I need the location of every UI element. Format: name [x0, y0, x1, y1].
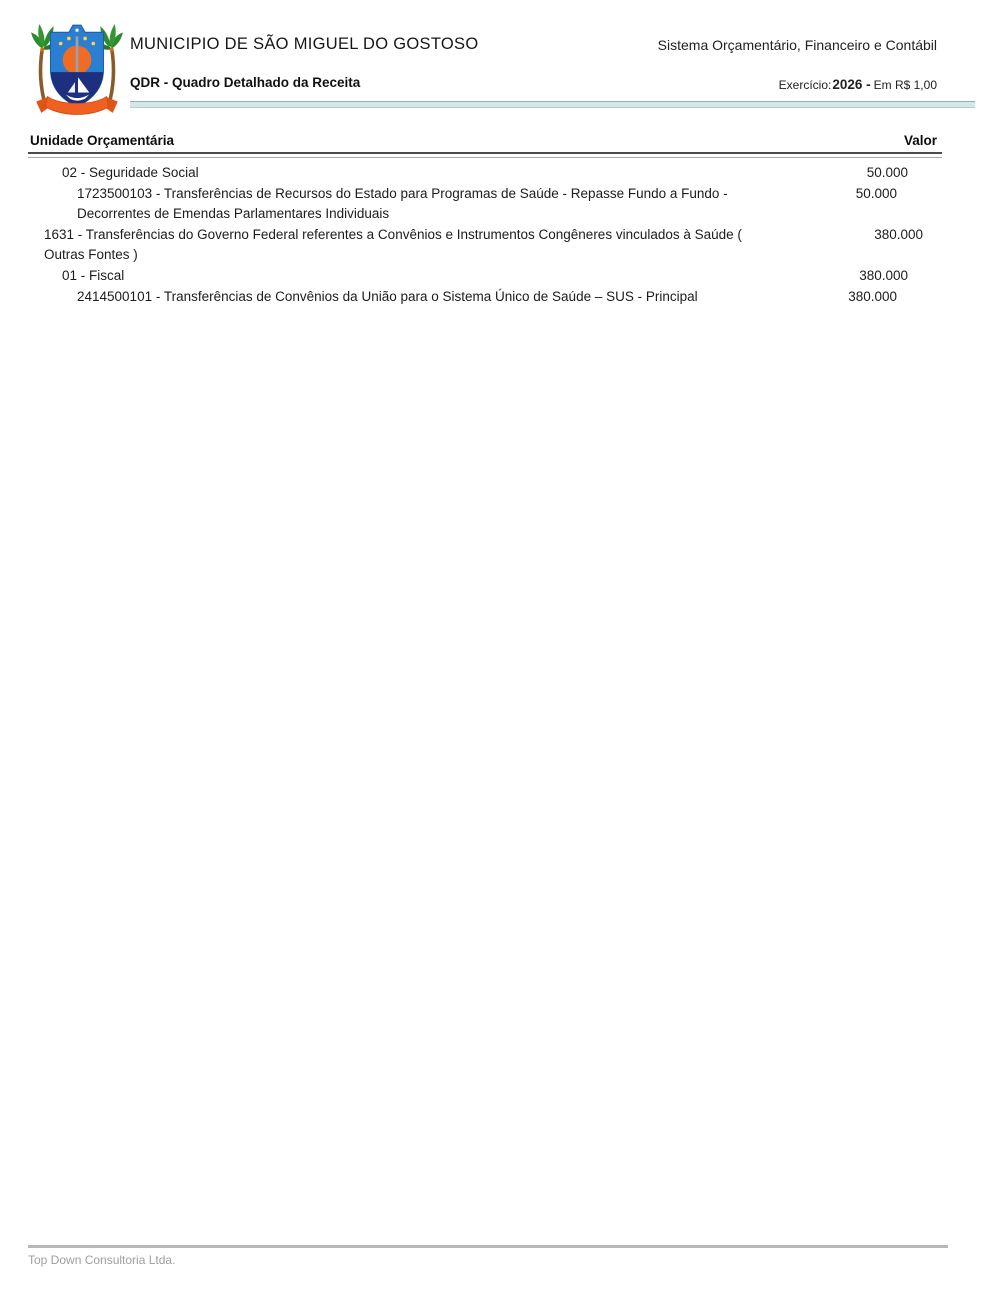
exercise-line	[779, 77, 937, 92]
table-row	[28, 225, 942, 265]
table-row	[28, 184, 942, 224]
row-value: 380.000	[874, 227, 923, 242]
currency-note: Em R$ 1,00	[873, 78, 937, 92]
row-label: 01 - Fiscal	[62, 268, 125, 283]
footer-company: Top Down Consultoria Ltda.	[28, 1253, 176, 1267]
column-header-value: Valor	[903, 133, 937, 148]
table-row	[28, 163, 942, 183]
system-name: Sistema Orçamentário, Financeiro e Contábil	[657, 37, 937, 53]
exercise-year: 2026 -	[832, 77, 871, 92]
exercise-label: Exercício:	[778, 78, 832, 92]
footer-divider	[28, 1245, 948, 1248]
revenue-table	[28, 132, 942, 308]
municipal-logo	[30, 16, 124, 118]
row-label: 02 - Seguridade Social	[62, 165, 199, 180]
report-title: QDR - Quadro Detalhado da Receita	[130, 75, 361, 90]
table-body	[28, 163, 942, 307]
header-divider	[130, 101, 975, 108]
municipality-title: MUNICIPIO DE SÃO MIGUEL DO GOSTOSO	[130, 35, 479, 53]
coat-of-arms-icon	[30, 16, 124, 118]
row-value: 50.000	[855, 186, 897, 201]
table-row	[28, 266, 942, 286]
row-value: 380.000	[848, 289, 897, 304]
row-label: 1723500103 - Transferências de Recursos do Estado para Programas de Saúde - Repasse Fundo a Fundo - Decorrentes de Emendas Parlamentares Individuais	[77, 186, 728, 221]
table-header-rule	[28, 152, 942, 158]
row-label: 2414500101 - Transferências de Convênios da União para o Sistema Único de Saúde – SUS - Principal	[77, 289, 698, 304]
table-header-row	[28, 132, 942, 149]
row-value: 50.000	[866, 165, 908, 180]
row-value: 380.000	[859, 268, 908, 283]
row-label: 1631 - Transferências do Governo Federal referentes a Convênios e Instrumentos Congêneres vinculados à Saúde ( Outras Fontes )	[44, 227, 742, 262]
column-header-unit: Unidade Orçamentária	[30, 133, 175, 148]
table-row	[28, 287, 942, 307]
